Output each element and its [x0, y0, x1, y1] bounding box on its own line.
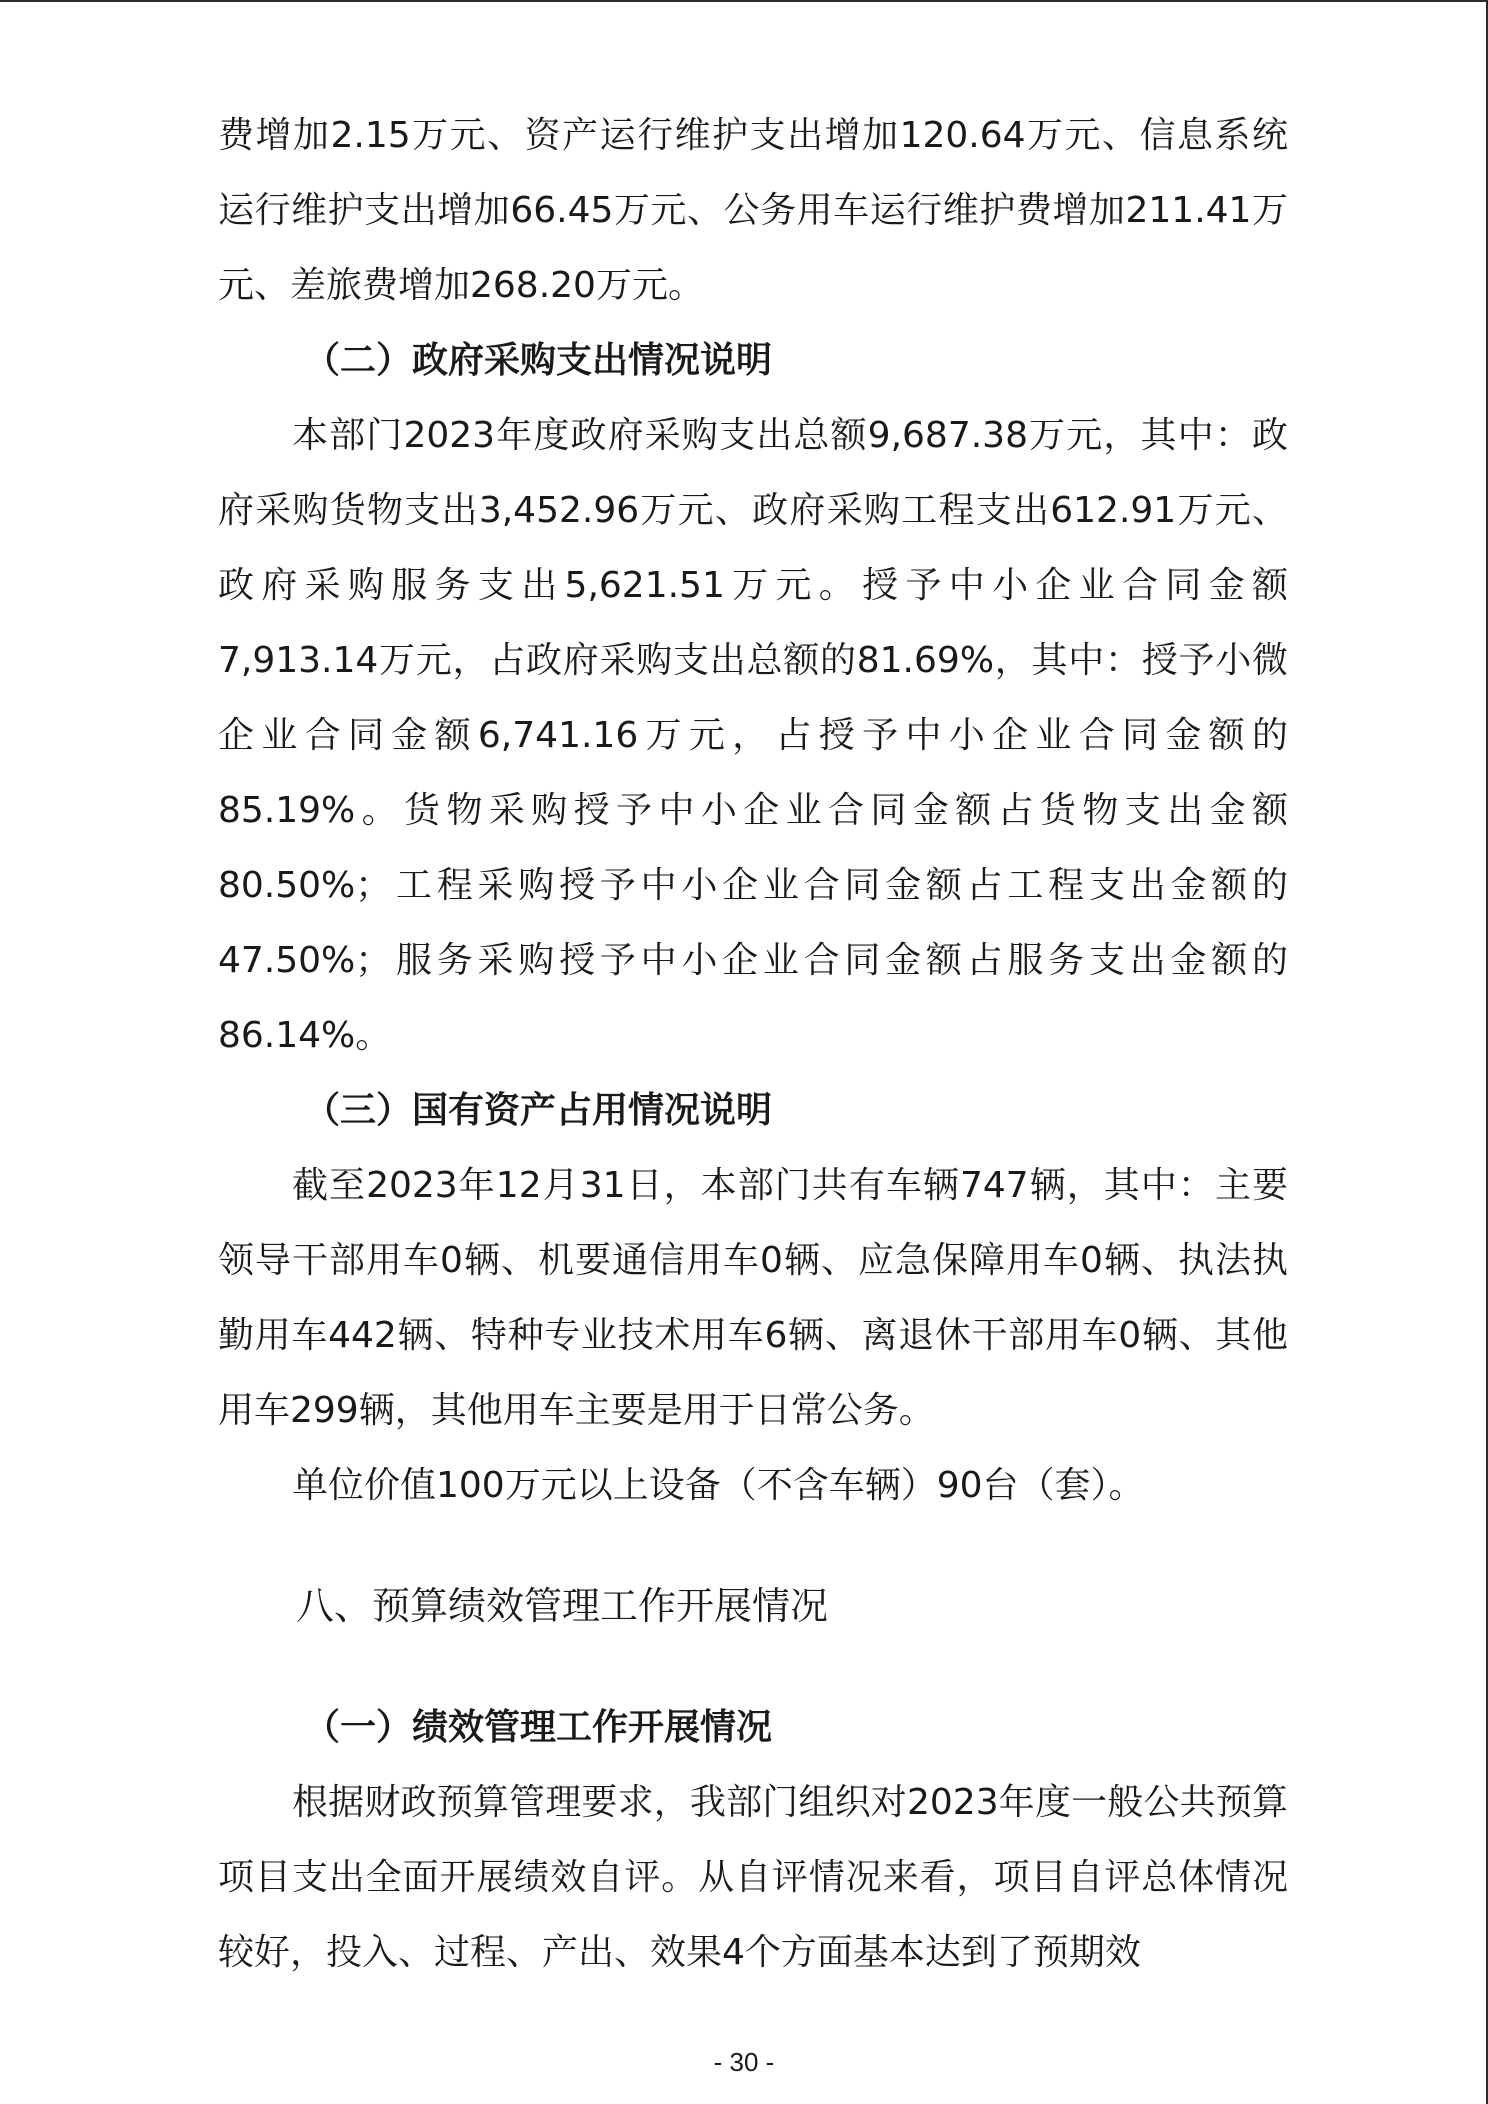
section-heading-performance-management: 八、预算绩效管理工作开展情况 [296, 1584, 829, 1628]
performance-paragraph: 根据财政预算管理要求，我部门组织对2023年度一般公共预算项目支出全面开展绩效自评。从自评情况来看，项目自评总体情况较好，投入、过程、产出、效果4个方面基本达到了预期效 [218, 1782, 1288, 1973]
procurement-paragraph: 本部门2023年度政府采购支出总额9,687.38万元，其中：政府采购货物支出3,452.96万元、政府采购工程支出612.91万元、政府采购服务支出5,621.51万元。授予中小企业合同金额7,913.14万元，占政府采购支出总额的81.69%，其中：授予小微企业合同金额6,741.16万元，占授予中小企业合同金额的85.19%。货物采购授予中小企业合同金额占货物支出金额80.50%；工程采购授予中小企业合同金额占工程支出金额的47.50%；服务采购授予中小企业合同金额占服务支出金额的86.14%。 [218, 415, 1288, 1056]
procurement-heading: （二）政府采购支出情况说明 [304, 340, 773, 381]
page-number: - 30 - [713, 2047, 775, 2077]
document-body [218, 98, 1288, 1990]
top-border-line [0, 0, 1488, 2]
continued-paragraph: 费增加2.15万元、资产运行维护支出增加120.64万元、信息系统运行维护支出增加66.45万元、公务用车运行维护费增加211.41万元、差旅费增加268.20万元。 [218, 115, 1288, 306]
assets-heading: （三）国有资产占用情况说明 [304, 1090, 773, 1131]
vehicles-paragraph: 截至2023年12月31日，本部门共有车辆747辆，其中：主要领导干部用车0辆、机要通信用车0辆、应急保障用车0辆、执法执勤用车442辆、特种专业技术用车6辆、离退休干部用车0辆、其他用车299辆，其他用车主要是用于日常公务。 [218, 1165, 1288, 1431]
equipment-paragraph: 单位价值100万元以上设备（不含车辆）90台（套）。 [292, 1465, 1145, 1506]
performance-heading: （一）绩效管理工作开展情况 [304, 1707, 773, 1748]
